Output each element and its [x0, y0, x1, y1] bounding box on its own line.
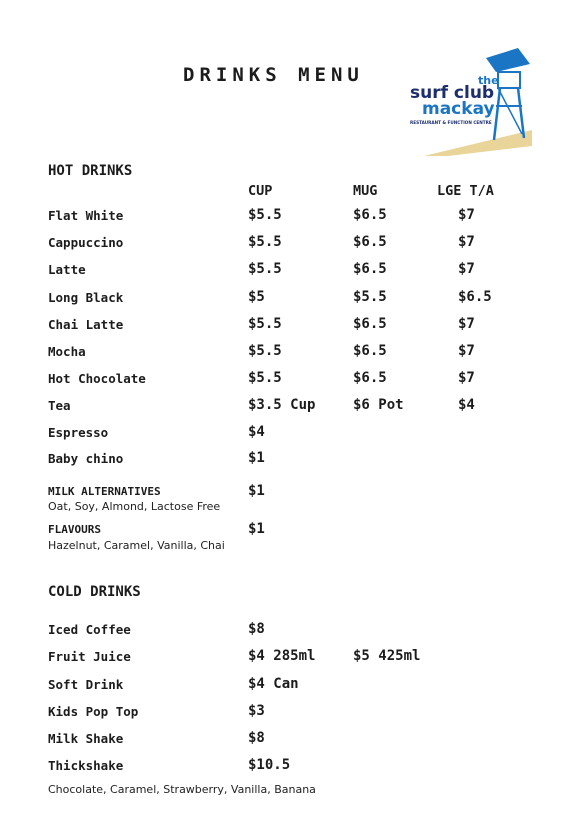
milk-alternatives-price: $1: [248, 483, 265, 499]
hot-item-name: Espresso: [48, 425, 109, 440]
tower-roof: [486, 48, 530, 72]
hot-item-cup-price: $5: [248, 289, 265, 305]
hot-item-name: Hot Chocolate: [48, 371, 146, 386]
hot-item-lge-price: $4: [458, 397, 475, 413]
cold-item-price: $10.5: [248, 757, 291, 773]
thickshake-flavours: Chocolate, Caramel, Strawberry, Vanilla, Banana: [48, 783, 316, 796]
hot-item-cup-price: $5.5: [248, 343, 282, 359]
logo-text-surf-club: surf club: [410, 83, 495, 103]
hot-item-mug-price: $6.5: [353, 234, 387, 250]
cold-item-price: $4 Can: [248, 676, 299, 692]
cold-drinks-heading: COLD DRINKS: [48, 584, 141, 600]
sand-shape: [424, 130, 532, 156]
hot-item-name: Long Black: [48, 290, 124, 305]
cold-item-name: Milk Shake: [48, 731, 124, 746]
flavours-label: FLAVOURS: [48, 523, 101, 536]
cold-item-name: Thickshake: [48, 758, 124, 773]
tower-leg-left: [494, 88, 500, 140]
hot-item-lge-price: $7: [458, 316, 475, 332]
cold-item-name: Kids Pop Top: [48, 704, 139, 719]
hot-item-lge-price: $7: [458, 261, 475, 277]
hot-item-mug-price: $5.5: [353, 289, 387, 305]
hot-item-name: Baby chino: [48, 451, 124, 466]
cold-item-price-large: $5 425ml: [353, 648, 421, 664]
hot-item-name: Mocha: [48, 344, 86, 359]
cold-item-price: $8: [248, 621, 265, 637]
menu-title: DRINKS MENU: [183, 64, 364, 86]
hot-item-name: Chai Latte: [48, 317, 124, 332]
hot-item-name: Cappuccino: [48, 235, 124, 250]
flavours-options: Hazelnut, Caramel, Vanilla, Chai: [48, 539, 225, 552]
cold-item-name: Iced Coffee: [48, 622, 131, 637]
milk-alternatives-label: MILK ALTERNATIVES: [48, 485, 161, 498]
surf-club-logo: [408, 44, 532, 156]
hot-item-mug-price: $6.5: [353, 261, 387, 277]
hot-item-mug-price: $6.5: [353, 370, 387, 386]
cold-item-name: Fruit Juice: [48, 649, 131, 664]
hot-item-name: Tea: [48, 398, 71, 413]
hot-drinks-heading: HOT DRINKS: [48, 163, 133, 179]
milk-alternatives-options: Oat, Soy, Almond, Lactose Free: [48, 500, 221, 513]
tower-cabin: [498, 72, 520, 88]
hot-item-cup-price: $5.5: [248, 234, 282, 250]
hot-item-cup-price: $4: [248, 424, 265, 440]
hot-item-cup-price: $3.5 Cup: [248, 397, 316, 413]
hot-item-mug-price: $6.5: [353, 316, 387, 332]
hot-item-name: Flat White: [48, 208, 124, 223]
hot-item-cup-price: $5.5: [248, 207, 282, 223]
hot-item-cup-price: $1: [248, 450, 265, 466]
hot-item-mug-price: $6 Pot: [353, 397, 404, 413]
flavours-price: $1: [248, 521, 265, 537]
column-header-cup: CUP: [248, 183, 273, 199]
logo-tagline: RESTAURANT & FUNCTION CENTRE: [410, 120, 492, 125]
logo-text-the: the: [478, 74, 499, 87]
cold-item-price: $8: [248, 730, 265, 746]
hot-item-lge-price: $7: [458, 370, 475, 386]
column-header-lge-ta: LGE T/A: [437, 183, 494, 199]
logo-text-mackay: mackay: [422, 99, 495, 119]
hot-item-cup-price: $5.5: [248, 316, 282, 332]
hot-item-lge-price: $7: [458, 343, 475, 359]
cold-item-price: $3: [248, 703, 265, 719]
cold-item-price: $4 285ml: [248, 648, 316, 664]
hot-item-lge-price: $7: [458, 207, 475, 223]
hot-item-cup-price: $5.5: [248, 370, 282, 386]
hot-item-mug-price: $6.5: [353, 343, 387, 359]
hot-item-mug-price: $6.5: [353, 207, 387, 223]
hot-item-lge-price: $7: [458, 234, 475, 250]
cold-item-name: Soft Drink: [48, 677, 124, 692]
hot-item-lge-price: $6.5: [458, 289, 492, 305]
hot-item-name: Latte: [48, 262, 86, 277]
column-header-mug: MUG: [353, 183, 378, 199]
hot-item-cup-price: $5.5: [248, 261, 282, 277]
